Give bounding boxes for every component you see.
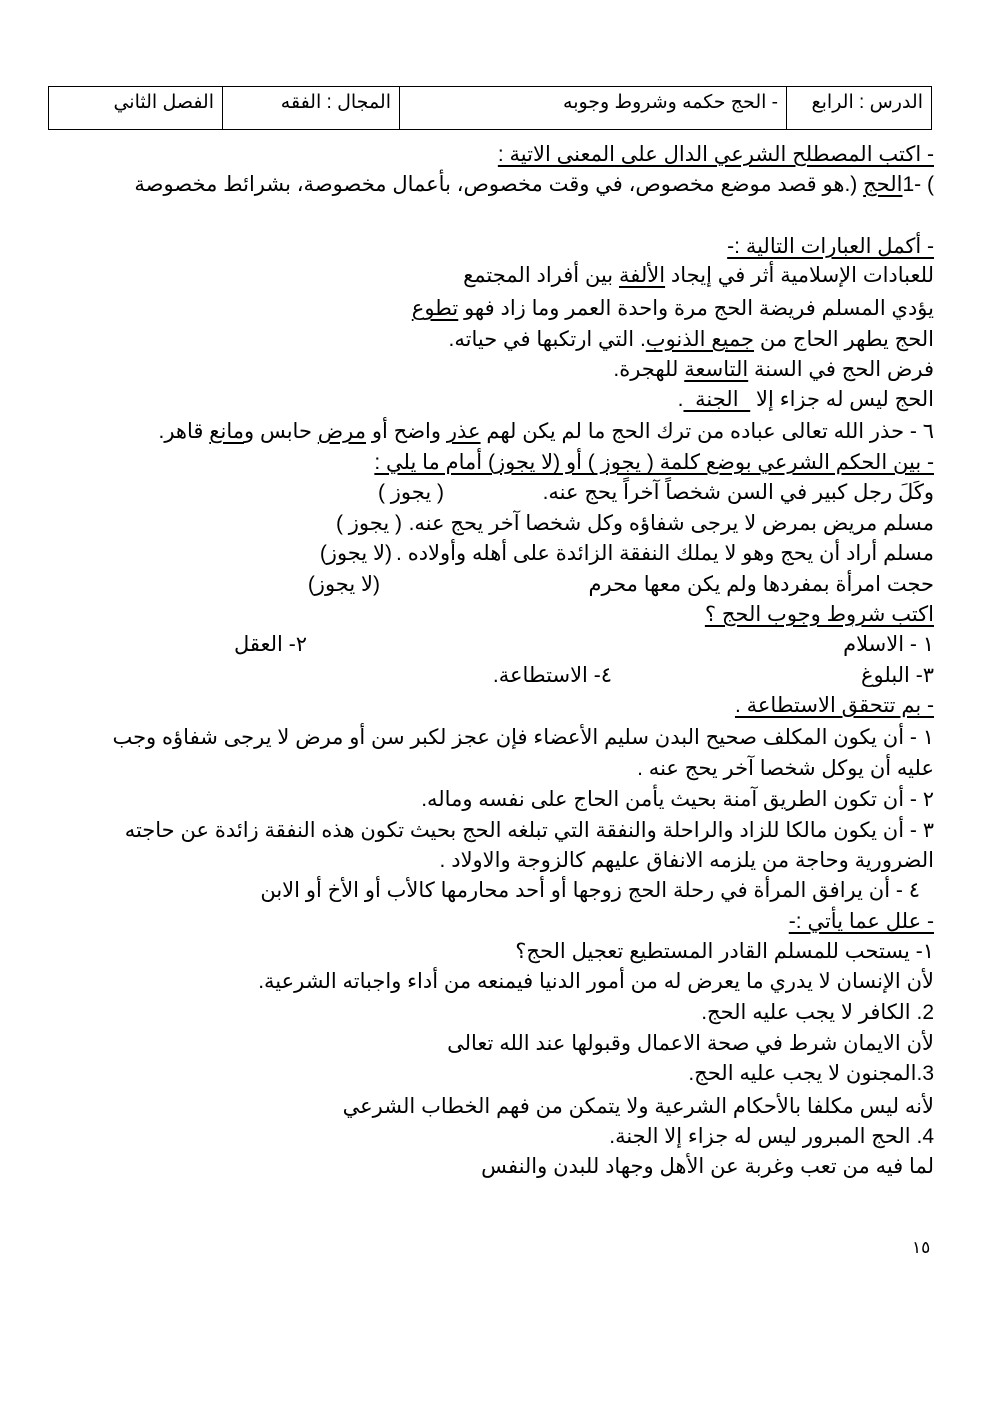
- q4-condition-1: ١ - الاسلام: [843, 633, 934, 656]
- q2-s6-text-3: حابس و: [243, 420, 318, 443]
- q6-line-7: 4. الحج المبرور ليس له جزاء إلا الجنة.: [609, 1125, 934, 1148]
- q2-s1-text-end: بين أفراد المجتمع: [463, 264, 619, 287]
- q6-line-5: 3.المجنون لا يجب عليه الحج.: [688, 1062, 934, 1085]
- q2-s6-text-2: واضح أو: [366, 420, 447, 443]
- q6-line-6: لأنه ليس مكلفا بالأحكام الشرعية ولا يتمكن من فهم الخطاب الشرعي: [342, 1095, 934, 1118]
- q3-item-2-answer: ( يجوز ): [335, 512, 402, 535]
- q2-s6-blank-2: مرض: [317, 420, 367, 443]
- q5-line-4: ٣ - أن يكون مالكا للزاد والراحلة والنفقة التي تبلغه الحج بحيث تكون هذه النفقة زائدة عن حاجته: [124, 819, 934, 842]
- q2-sentence-4: [613, 355, 934, 385]
- q2-s1-blank: الألفة: [618, 264, 666, 287]
- field-cell: المجال : الفقه: [223, 87, 400, 130]
- q2-sentence-6: [159, 417, 934, 447]
- q2-sentence-1: [463, 261, 934, 291]
- q2-s6-text: ٦ - حذر الله تعالى عباده من ترك الحج ما لم يكن لهم: [480, 420, 934, 443]
- q2-s3-text-end: . التي ارتكبها في حياته.: [448, 328, 646, 351]
- q5-line-6: ٤ - أن يرافق المرأة في رحلة الحج زوجها أو أحد محارمها كالأب أو الأخ أو الابن: [260, 879, 920, 902]
- q2-s3-text: الحج يطهر الحاج من: [754, 328, 934, 351]
- q4-condition-4: ٤- الاستطاعة.: [492, 664, 612, 687]
- q3-item-3-answer: (لا يجوز): [319, 542, 392, 565]
- q2-s4-text: فرض الحج في السنة: [748, 358, 934, 381]
- q5-line-1: ١ - أن يكون المكلف صحيح البدن سليم الأعضاء فإن عجز لكبر سن أو مرض لا يرجى شفاؤه وجب: [112, 726, 934, 749]
- q3-item-3-text: مسلم أراد أن يحج وهو لا يملك النفقة الزائدة على أهله وأولاده .: [396, 542, 934, 565]
- q3-item-1-answer: ( يجوز ): [377, 481, 444, 504]
- q2-heading: - أكمل العبارات التالية :-: [727, 235, 934, 258]
- q2-s4-blank: التاسعة: [684, 358, 749, 381]
- q2-s6-text-end: قاهر.: [158, 420, 210, 443]
- q5-line-5: الضرورية وحاجة من يلزمه الانفاق عليهم كالزوجة والاولاد .: [439, 849, 934, 872]
- q6-line-2: لأن الإنسان لا يدري ما يعرض له من أمور الدنيا فيمنعه من أداء واجباته الشرعية.: [258, 970, 934, 993]
- q3-item-2: [409, 509, 934, 539]
- q3-item-3: [396, 539, 934, 569]
- q3-item-2-text: مسلم مريض بمرض لا يرجى شفاؤه وكل شخصا آخر يحج عنه.: [408, 512, 934, 535]
- q4-condition-2: ٢- العقل: [234, 633, 307, 656]
- q6-line-1: ١- يستحب للمسلم القادر المستطيع تعجيل الحج؟: [515, 940, 934, 963]
- q4-heading: اكتب شروط وجوب الحج ؟: [704, 603, 934, 626]
- q5-line-3: ٢ - أن تكون الطريق آمنة بحيث يأمن الحاج على نفسه وماله.: [421, 788, 934, 811]
- q2-s1-text: للعبادات الإسلامية أثر في إيجاد: [665, 264, 934, 287]
- lesson-header-table: [48, 86, 932, 130]
- q5-line-2: عليه أن يوكل شخصا آخر يحج عنه .: [637, 757, 934, 780]
- q3-item-4-answer: (لا يجوز): [307, 573, 380, 596]
- q6-line-8: لما فيه من تعب وغربة عن الأهل وجهاد للبدن والنفس: [481, 1155, 934, 1178]
- q6-heading: - علل عما يأتي :-: [788, 910, 934, 933]
- q3-item-4: [589, 570, 935, 600]
- q6-line-3: 2. الكافر لا يجب عليه الحج.: [701, 1001, 934, 1024]
- q1-answer: [134, 170, 934, 200]
- q3-item-1: [543, 478, 934, 508]
- q2-s2-blank: تطوع: [411, 297, 459, 320]
- q1-heading: - اكتب المصطلح الشرعي الدال على المعنى الاتية :: [497, 143, 934, 166]
- q2-s5-blank: الجنة: [683, 388, 751, 411]
- q3-item-4-text: حجت امرأة بمفردها ولم يكن معها محرم: [588, 573, 934, 596]
- page-number: ١٥: [912, 1238, 931, 1257]
- q2-sentence-5: [678, 385, 934, 415]
- q2-s6-blank-1: عذر: [446, 420, 481, 443]
- q1-answer-definition: (.هو قصد موضع مخصوص، في وقت مخصوص، بأعمال مخصوصة، بشرائط مخصوصة: [134, 173, 864, 196]
- q3-item-1-text: وكَلَ رجل كبير في السن شخصاً آخراً يحج عنه.: [542, 481, 934, 504]
- q2-s5-text: الحج ليس له جزاء إلا: [750, 388, 934, 411]
- q1-answer-prefix: ) -1: [902, 173, 934, 196]
- q2-s5-text-end: .: [677, 388, 684, 411]
- q3-heading: - بين الحكم الشرعي بوضع كلمة ( يجوز ) أو (لا يجوز) أمام ما يلي :: [374, 451, 934, 474]
- q2-s6-blank-3: مانع: [209, 420, 244, 443]
- q2-s2-text: يؤدي المسلم فريضة الحج مرة واحدة العمر وما زاد فهو: [458, 297, 934, 320]
- q2-s4-text-end: للهجرة.: [613, 358, 685, 381]
- lesson-label-cell: الدرس : الرابع: [787, 87, 932, 130]
- lesson-title-cell: - الحج حكمه وشروط وجوبه: [400, 87, 787, 130]
- q2-s3-blank: جميع الذنوب: [645, 328, 754, 351]
- q1-answer-term: الحج: [863, 173, 903, 196]
- q6-line-4: لأن الايمان شرط في صحة الاعمال وقبولها عند الله تعالى: [447, 1032, 934, 1055]
- q2-sentence-2: [412, 294, 934, 324]
- semester-cell: الفصل الثاني: [49, 87, 223, 130]
- q2-sentence-3: [449, 325, 934, 355]
- q4-condition-3: ٣- البلوغ: [860, 664, 934, 687]
- q5-heading: - بم تتحقق الاستطاعة .: [734, 694, 934, 717]
